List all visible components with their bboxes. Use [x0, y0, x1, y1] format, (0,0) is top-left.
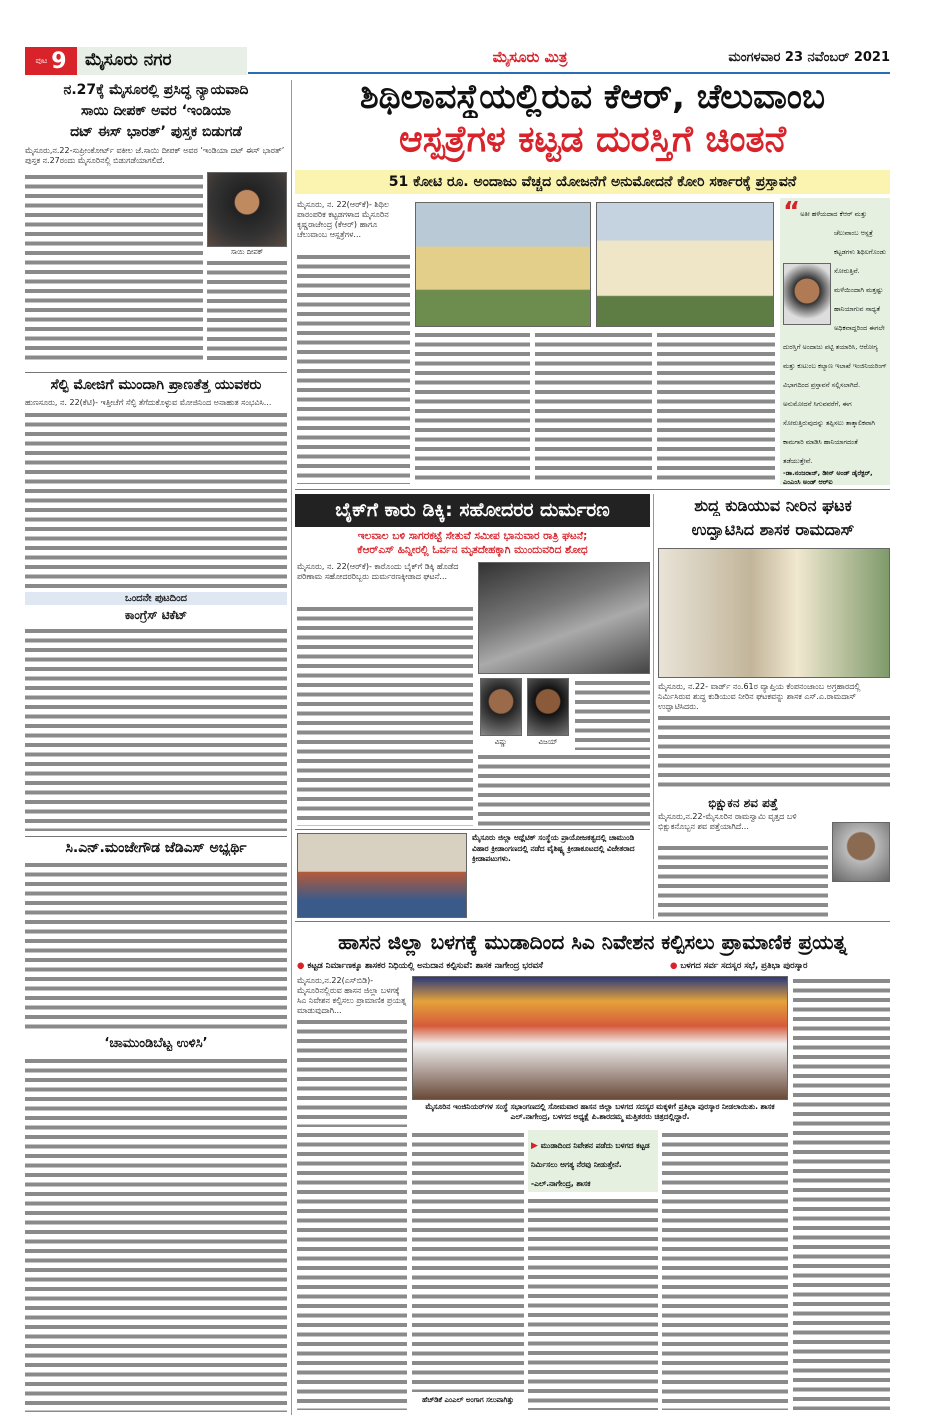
water-headline-line2: ಉದ್ಘಾಟಿಸಿದ ಶಾಸಕ ರಾಮದಾಸ್ [691, 520, 855, 539]
victim-photo-2 [527, 678, 569, 736]
beggar-body [658, 843, 828, 918]
header-rule [248, 72, 890, 74]
bullet-icon: ● [670, 961, 681, 971]
accident-headline: ಬೈಕ್‌ಗೆ ಕಾರು ಡಿಕ್ಕಿ: ಸಹೋದರರ ದುರ್ಮರಣ [295, 494, 650, 527]
story5-headline: ‘ಚಾಮುಂಡಿಬೆಟ್ಟ ಉಳಿಸಿ’ [104, 1036, 208, 1051]
story2-body [25, 410, 287, 590]
highlight-box [528, 1130, 658, 1192]
main-headline-line1: ಶಿಥಿಲಾವಸ್ಥೆಯಲ್ಲಿರುವ ಕೆಆರ್, ಚೆಲುವಾಂಬ [360, 77, 825, 117]
headline-line: ಸಾಯಿ ದೀಪಕ್ ಅವರ ‘ಇಂಡಿಯಾ [81, 103, 231, 119]
main-body-col2 [415, 330, 530, 484]
accident-body-col3 [478, 752, 650, 826]
accident-lead: ಮೈಸೂರು, ನ. 22(ಆರ್‌ಕೆ)- ಕಾರೊಂದು ಬೈಕ್‌ಗೆ ಡಿಕ್ಕಿ ಹೊಡೆದ ಪರಿಣಾಮ ಸಹೋದರರಿಬ್ಬರು ದುರ್ಮರಣಕ್ಕೀಡಾದ ಘಟನೆ... [297, 562, 473, 602]
hassan-headline: ಹಾಸನ ಜಿಲ್ಲಾ ಬಳಗಕ್ಕೆ ಮುಡಾದಿಂದ ಸಿಎ ನಿವೇಶನ ಕಲ್ಪಿಸಲು ಪ್ರಾಮಾಣಿಕ ಪ್ರಯತ್ನ [338, 930, 847, 954]
water-lead: ಮೈಸೂರು, ನ.22- ವಾರ್ಡ್ ನಂ.61ರ ವ್ಯಾಪ್ತಿಯ ಕೆಂಪನಂಜಾಂಬ ಅಗ್ರಹಾರದಲ್ಲಿ ನಿರ್ಮಿಸಿರುವ ಶುದ್ಧ ಕುಡಿಯುವ ನೀರಿನ ಘಟಕವನ್ನು ಶಾಸಕ ಎಸ್.ಎ.ರಾಮದಾಸ್ ಉದ್ಘಾಟಿಸಿದರು. [658, 682, 890, 712]
hassan-lead: ಮೈಸೂರು,ನ.22(ಎಸ್‌ಬಿಡಿ)-ಮೈಸೂರಿನಲ್ಲಿರುವ ಹಾಸನ ಜಿಲ್ಲಾ ಬಳಗಕ್ಕೆ ಸಿಎ ನಿವೇಶನ ಕಲ್ಪಿಸಲು ಪ್ರಾಮಾಣಿಕ ಪ್ರಯತ್ನ ಮಾಡುವುದಾಗಿ... [297, 976, 407, 1015]
story1-lead: ಮೈಸೂರು,ನ.22-ಸುಪ್ರೀಂಕೋರ್ಟ್ ವಕೀಲ ಜೆ.ಸಾಯಿ ದೀಪಕ್ ಅವರ ‘ಇಂಡಿಯಾ ದಟ್ ಈಸ್ ಭಾರತ್’ ಪುಸ್ತಕ ನ.27ರಂದು ಮೈಸೂರಿನಲ್ಲಿ ಬಿಡುಗಡೆಯಾಗಲಿದೆ. [25, 146, 287, 166]
headline-line: ದಟ್ ಈಸ್ ಭಾರತ್’ ಪುಸ್ತಕ ಬಿಡುಗಡೆ [70, 124, 242, 140]
section-name: ಮೈಸೂರು ನಗರ [77, 47, 247, 75]
hassan-bullet-2 [670, 961, 890, 971]
accident-body-col1 [297, 604, 473, 826]
page-badge [25, 47, 77, 75]
quote-icon: “ [783, 197, 801, 227]
hassan-photo-caption: ಮೈಸೂರಿನ ಇಂಜಿನಿಯರ್‌ಗಳ ಸಂಸ್ಥೆ ಸಭಾಂಗಣದಲ್ಲಿ ಸೋಮವಾರ ಹಾಸನ ಜಿಲ್ಲಾ ಬಳಗದ ಸದಸ್ಯರ ಮಕ್ಕಳಿಗೆ ಪ್ರತಿಭಾ ಪುರಸ್ಕಾರ ನೀಡಲಾಯಿತು. ಶಾಸಕ ಎಲ್.ನಾಗೇಂದ್ರ, ಬಳಗದ ಅಧ್ಯಕ್ಷೆ ಪಿ.ಶಾರದಮ್ಮ ಮತ್ತಿತರರು ಚಿತ್ರದಲ್ಲಿದ್ದಾರೆ. [425, 1102, 775, 1121]
quote-attribution: -ಡಾ.ನಂಜರಾಜ್, ಡೀನ್ ಅಂಡ್ ಡೈರೆಕ್ಟರ್, ಎಂಎಂಸಿ ಅಂಡ್ ಆರ್‌ಐ [783, 469, 873, 486]
hassan-body-col2 [297, 1130, 407, 1410]
beggar-lead: ಮೈಸೂರು,ನ.22-ಮೈಸೂರಿನ ರಾಮಸ್ವಾಮಿ ವೃತ್ತದ ಬಳಿ ಭಿಕ್ಷುಕನೊಬ್ಬನ ಶವ ಪತ್ತೆಯಾಗಿದೆ... [658, 812, 828, 842]
kr-hospital-photo [415, 202, 591, 327]
story2-headline: ಸೆಲ್ಫಿ ಮೋಜಿಗೆ ಮುಂದಾಗಿ ಪ್ರಾಣತೆತ್ತ ಯುವಕರು [50, 377, 262, 393]
beggar-photo [832, 822, 890, 882]
dean-photo [783, 263, 831, 325]
victim-name-1: ವಿಷ್ಣು [494, 738, 508, 746]
story2-lead: ಹುಣಸೂರು, ನ. 22(ಕೆಟಿ)- ಇತ್ತೀಚೆಗೆ ಸೆಲ್ಫಿ ತೆಗೆದುಕೊಳ್ಳುವ ಮೋಜಿನಿಂದ ಅನಾಹುತ ಸಂಭವಿಸಿ... [25, 398, 287, 408]
story1-headline [25, 80, 287, 143]
hassan-body-right [793, 976, 890, 1410]
wrecked-vehicle-photo [478, 562, 650, 674]
play-icon: ▶ [531, 1141, 541, 1151]
hassan-body-col4 [528, 1196, 658, 1410]
victim-name-2: ವಿಜಯ್ [538, 738, 558, 746]
story1-body [25, 172, 203, 362]
page-number: 9 [51, 48, 67, 74]
quote-box [780, 198, 890, 485]
hassan-body-col5 [662, 1130, 788, 1410]
event-caption: ಮೈಸೂರು ಜಿಲ್ಲಾ ಅಥ್ಲೆಟಿಕ್ ಸಂಸ್ಥೆಯ ಪ್ರಾಯೋಜಕತ್ವದಲ್ಲಿ ಚಾಮುಂಡಿ ವಿಹಾರ ಕ್ರೀಡಾಂಗಣದಲ್ಲಿ ನಡೆದ ವೈಶಿಷ್ಟ್ಯ ಕ್ರೀಡಾಕೂಟದಲ್ಲಿ ವಿಜೇತರಾದ ಕ್ರೀಡಾಪಟುಗಳು. [472, 833, 635, 863]
bullet-icon: ● [297, 961, 308, 971]
masthead: ಮೈಸೂರು ಮಿತ್ರ [492, 48, 568, 66]
victim-photo-1 [480, 678, 522, 736]
bullet-text: ಬಳಗದ ಸರ್ವ ಸದಸ್ಯರ ಸಭೆ, ಪ್ರತಿಭಾ ಪುರಸ್ಕಾರ [680, 961, 808, 971]
cheluvamba-hospital-photo [596, 202, 774, 327]
hassan-continued: ಹೆಚ್‌ಡಿಕೆ ಎಂಎಲ್ ಅಂಗಾಗ ಸಲುವಾಗಿತ್ತು [422, 1396, 514, 1404]
felicitation-photo [412, 976, 788, 1100]
continued-label: ಒಂದನೇ ಪುಟದಿಂದ [25, 592, 287, 605]
story5-body [25, 1056, 287, 1412]
story1-body-cont [207, 258, 287, 362]
beggar-headline: ಭಿಕ್ಷುಕನ ಶವ ಪತ್ತೆ [708, 796, 778, 810]
hassan-bullet-1 [297, 961, 667, 971]
accident-subhead-line2: ಕೆಆರ್‌ಎಸ್ ಹಿನ್ನೀರಲ್ಲಿ ಓರ್ವನ ಮೃತದೇಹಕ್ಕಾಗಿ ಮುಂದುವರಿದ ಶೋಧ [357, 544, 588, 556]
inauguration-photo [658, 548, 890, 678]
hassan-body-col3 [412, 1130, 524, 1392]
accident-subhead-line1: ಇಲವಾಲ ಬಳಿ ಸಾಗರಕಟ್ಟೆ ಸೇತುವೆ ಸಮೀಪ ಭಾನುವಾರ ರಾತ್ರಿ ಘಟನೆ; [357, 530, 588, 542]
main-headline-line2: ಆಸ್ಪತ್ರೆಗಳ ಕಟ್ಟಡ ದುರಸ್ತಿಗೆ ಚಿಂತನೆ [398, 119, 787, 160]
main-lead: ಮೈಸೂರು, ನ. 22(ಆರ್‌ಕೆ)- ಶಿಥಿಲ ಪಾರಂಪರಿಕ ಕಟ್ಟಡಗಳಾದ ಮೈಸೂರಿನ ಕೃಷ್ಣರಾಜೇಂದ್ರ (ಕೆಆರ್) ಹಾಗೂ ಚೆಲುವಾಂಬ ಆಸ್ಪತ್ರೆಗಳ... [297, 200, 410, 250]
story3-headline: ಕಾಂಗ್ರೆಸ್ ಟಿಕೆಟ್ [124, 608, 188, 622]
main-subhead: 51 ಕೋಟಿ ರೂ. ಅಂದಾಜು ವೆಚ್ಚದ ಯೋಜನೆಗೆ ಅನುಮೋದನೆ ಕೋರಿ ಸರ್ಕಾರಕ್ಕೆ ಪ್ರಸ್ತಾವನೆ [295, 170, 890, 194]
headline-line: ನ.27ಕ್ಕೆ ಮೈಸೂರಲ್ಲಿ ಪ್ರಸಿದ್ಧ ನ್ಯಾಯವಾದಿ [63, 82, 249, 98]
main-body-col1 [297, 252, 410, 484]
quote-text: ಅತೀ ಹಳೆಯದಾದ ಕೆಆರ್ ಮತ್ತು ಚೆಲುವಾಂಬ ಆಸ್ಪತ್ರೆ ಕಟ್ಟಡಗಳು ಶಿಥಿಲಗೊಂಡು ಸೋರುತ್ತಿವೆ. ಮಳೆಯಿಂದಾಗಿ ಮತ್ತಷ್ಟು ಹಾನಿಯಾಗುವ ಸಾಧ್ಯತೆ ಅಧಿಕವಾದ್ದರಿಂದ ಈಗಲೇ ದುರಸ್ತಿಗೆ ಅಂದಾಜು ಪಟ್ಟಿ ತಯಾರಿಸಿ, ಆರೋಗ್ಯ ಮತ್ತು ಕುಟುಂಬ ಕಲ್ಯಾಣ ಇಲಾಖೆ ಇಂಜಿನಿಯರಿಂಗ್ ವಿಭಾಗದಿಂದ ಪ್ರಸ್ತಾವನೆ ಸಲ್ಲಿಸಲಾಗಿದೆ. ಅನುಮೋದನೆ ಸಿಗುವವರೆಗೆ, ಈಗ ಸೋರುತ್ತಿರುವುದನ್ನು ತಪ್ಪಿಸಲು ತಾತ್ಕಾಲಿಕವಾಗಿ ಕಾಮಗಾರಿ ಮಾಡಿಸಿ ಹಾನಿಯಾಗದಂತೆ ತಡೆಯುತ್ತೇವೆ. [783, 210, 887, 465]
bullet-text: ಕಟ್ಟಡ ನಿರ್ಮಾಣಕ್ಕೂ ಶಾಸಕರ ನಿಧಿಯಲ್ಲಿ ಅನುದಾನ ಕಲ್ಪಿಸುವೆ: ಶಾಸಕ ನಾಗೇಂದ್ರ ಭರವಸೆ [307, 961, 543, 971]
main-body-col3 [535, 330, 652, 484]
accident-body-col2 [575, 678, 650, 750]
photo-caption: ಸಾಯಿ ದೀಪಕ್ [230, 248, 264, 256]
main-body-col4 [657, 330, 775, 484]
date: ಮಂಗಳವಾರ 23 ನವೆಂಬರ್ 2021 [728, 50, 890, 65]
water-body [658, 713, 890, 791]
story4-headline: ಸಿ.ಎನ್.ಮಂಜೇಗೌಡ ಜೆಡಿಎಸ್ ಅಭ್ಯರ್ಥಿ [25, 836, 287, 856]
highlight-text: ಮುಡಾದಿಂದ ನಿವೇಶನ ಪಡೆದು ಬಳಗದ ಕಟ್ಟಡ ನಿರ್ಮಿಸಲು ಅಗತ್ಯ ನೆರವು ನೀಡುತ್ತೇನೆ. -ಎಲ್.ನಾಗೇಂದ್ರ, ಶಾಸಕ [531, 1141, 650, 1188]
water-headline-line1: ಶುದ್ಧ ಕುಡಿಯುವ ನೀರಿನ ಘಟಕ [694, 496, 852, 515]
story4-body [25, 860, 287, 1032]
page-label: ಪುಟ [35, 56, 48, 65]
author-photo [207, 172, 287, 247]
hassan-body-col1 [297, 1017, 407, 1127]
sports-event-photo [297, 833, 467, 918]
story3-body [25, 626, 287, 831]
left-column [25, 80, 287, 1415]
